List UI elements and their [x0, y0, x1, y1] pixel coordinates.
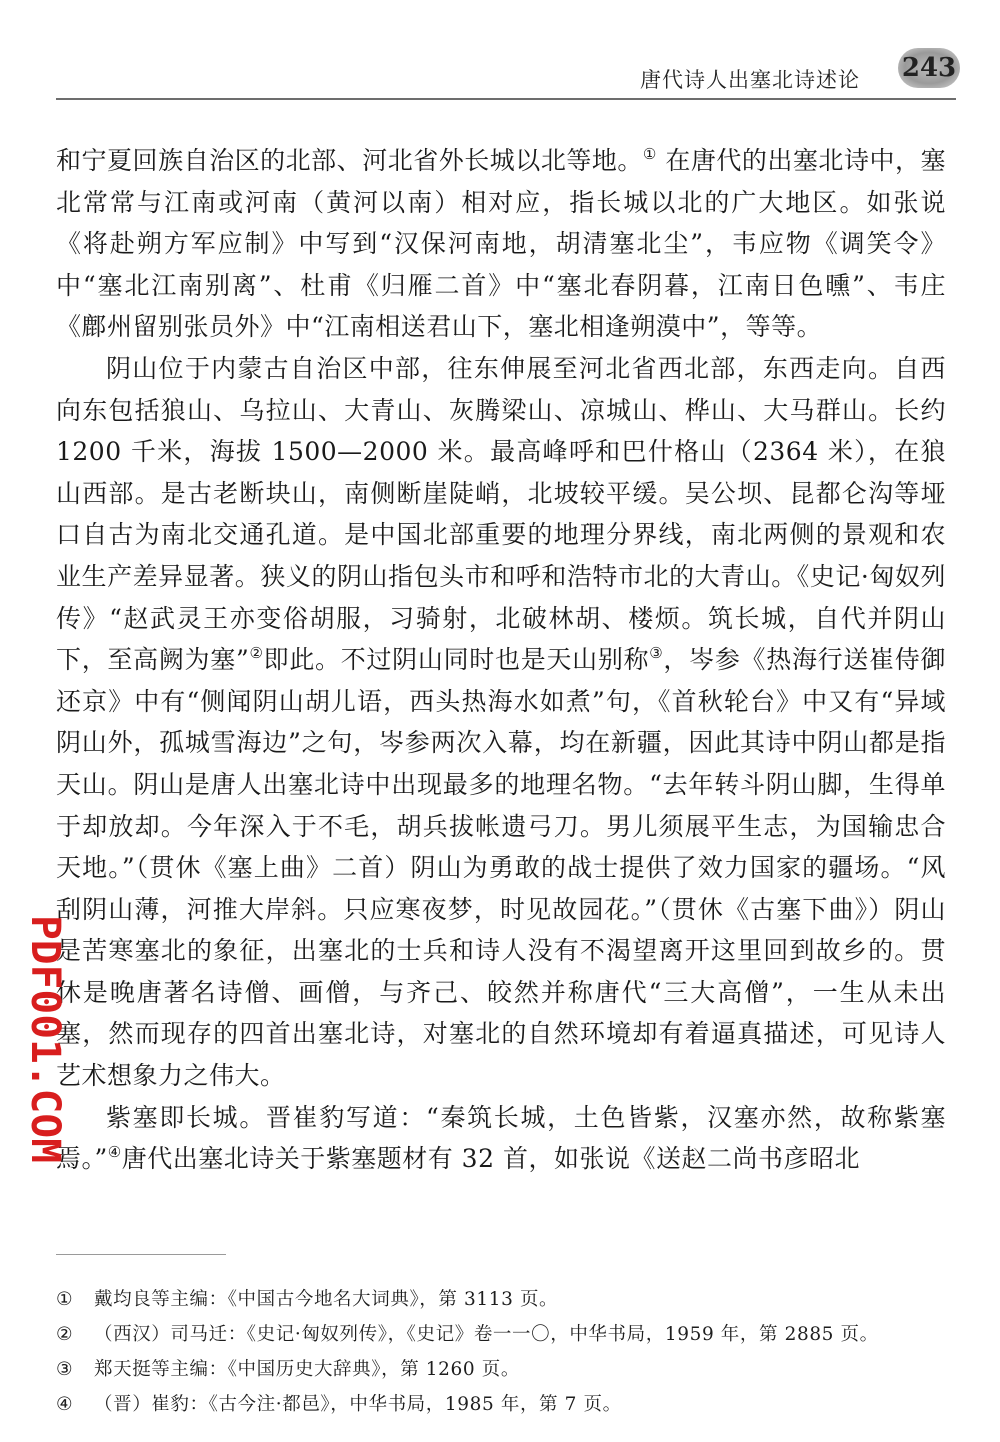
paragraph-text: 阴山位于内蒙古自治区中部，往东伸展至河北省西北部，东西走向。自西向东包括狼山、乌拉山、大青山、灰腾梁山、凉城山、桦山、大马群山。长约 1200 千米，海拔 1500—2000 米。最高峰呼和巴什格山（2364 米），在狼山西部。是古老断块山，南侧断崖陡峭，北坡较平缓。吴公坝、昆都仑沟等垭口自古为南北交通孔道。是中国北部重要的地理分界线，南北两侧的景观和农业生产差异显著。狭义的阴山指包头市和呼和浩特市北的大青山。《史记·匈奴列传》“赵武灵王亦变俗胡服，习骑射，北破林胡、楼烦。筑长城，自代并阴山下，至高阙为塞” — [56, 353, 946, 675]
footnote-mark: ① — [56, 1289, 74, 1310]
footnote-text: （西汉）司马迁：《史记·匈奴列传》，《史记》卷一一〇，中华书局，1959 年，第 2885 页。 — [94, 1324, 879, 1345]
paragraph — [56, 1097, 946, 1180]
watermark — [2, 915, 68, 1165]
footnote-mark: ④ — [56, 1394, 74, 1415]
watermark-text: PDF001.COM — [22, 915, 68, 1156]
page-header — [0, 0, 1000, 110]
footnote-item — [56, 1317, 956, 1352]
footnote-item — [56, 1352, 956, 1387]
header-rule — [56, 98, 956, 100]
footnote-text: （晋）崔豹：《古今注·都邑》，中华书局，1985 年，第 7 页。 — [94, 1394, 622, 1415]
footnote-text: 戴均良等主编：《中国古今地名大词典》，第 3113 页。 — [94, 1289, 559, 1310]
paragraph — [56, 140, 946, 348]
footnote-text: 郑天挺等主编：《中国历史大辞典》，第 1260 页。 — [94, 1359, 520, 1380]
footnote-item — [56, 1282, 956, 1317]
footnote-mark: ③ — [56, 1359, 74, 1380]
footnote-reference[interactable]: ④ — [107, 1143, 122, 1162]
paragraph — [56, 348, 946, 1097]
footnote-rule — [56, 1254, 226, 1255]
footnote-reference[interactable]: ② — [249, 644, 264, 663]
paragraph-text: ，岑参《热海行送崔侍御还京》中有“侧闻阴山胡儿语，西头热海水如煮”句，《首秋轮台》中又有“异域阴山外，孤城雪海边”之句，岑参两次入幕，均在新疆，因此其诗中阴山都是指天山。阴山是唐人出塞北诗中出现最多的地理名物。“去年转斗阴山脚，生得单于却放却。今年深入于不毛，胡兵拔帐遗弓刀。男儿须展平生志，为国输忠合天地。”（贯休《塞上曲》二首）阴山为勇敢的战士提供了效力国家的疆场。“风刮阴山薄，河推大岸斜。只应寒夜梦，时见故园花。”（贯休《古塞下曲》）阴山是苦寒塞北的象征，出塞北的士兵和诗人没有不渴望离开这里回到故乡的。贯休是晚唐著名诗僧、画僧，与齐己、皎然并称唐代“三大高僧”，一生从未出塞，然而现存的四首出塞北诗，对塞北的自然环境却有着逼真描述，可见诗人艺术想象力之伟大。 — [56, 645, 946, 1091]
running-title: 唐代诗人出塞北诗述论 — [640, 68, 860, 92]
body-text — [56, 140, 946, 1180]
footnote-reference[interactable]: ③ — [649, 644, 664, 663]
paragraph-text: 和宁夏回族自治区的北部、河北省外长城以北等地。 — [56, 146, 643, 175]
paragraph-text: 在唐代的出塞北诗中，塞北常常与江南或河南（黄河以南）相对应，指长城以北的广大地区。如张说《将赴朔方军应制》中写到“汉保河南地，胡清塞北尘”，韦应物《调笑令》中“塞北江南别离”、杜甫《归雁二首》中“塞北春阴暮，江南日色曛”、韦庄《鄜州留别张员外》中“江南相送君山下，塞北相逢朔漠中”，等等。 — [56, 146, 946, 342]
paragraph-text: 唐代出塞北诗关于紫塞题材有 32 首，如张说《送赵二尚书彦昭北 — [121, 1144, 860, 1174]
footnotes — [56, 1282, 956, 1422]
footnote-reference[interactable]: ① — [642, 145, 657, 163]
page-number: 243 — [898, 48, 960, 88]
paragraph-text: 紫塞即长城。晋崔豹写道：“秦筑长城，土色皆紫，汉塞亦然，故称紫塞焉。” — [56, 1102, 946, 1174]
footnote-mark: ② — [56, 1324, 74, 1345]
paragraph-text: 即此。不过阴山同时也是天山别称 — [263, 645, 650, 675]
watermark-graphic — [2, 915, 68, 1165]
footnote-item — [56, 1387, 956, 1422]
